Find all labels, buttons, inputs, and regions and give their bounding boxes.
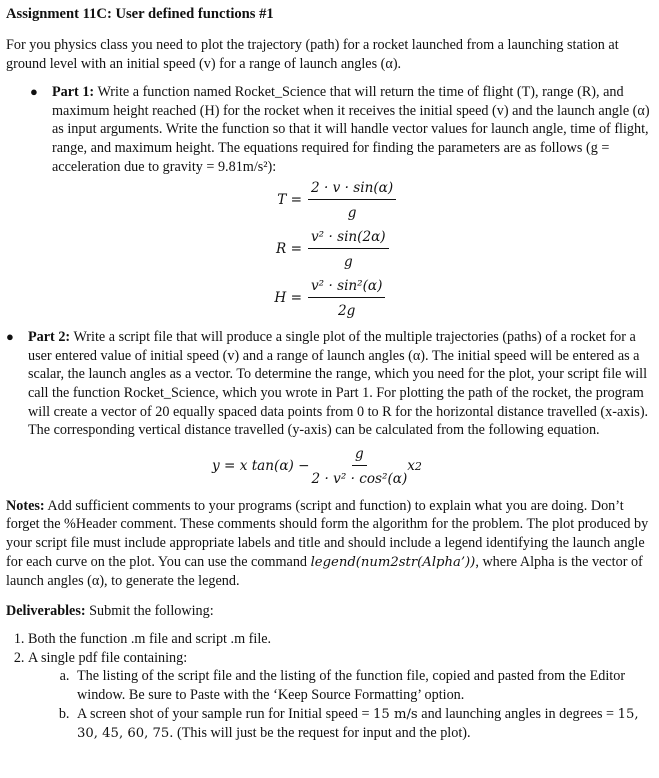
equation-tail-exponent: 2 xyxy=(414,459,422,473)
sample-run-text-end: (This will just be the request for input and the plot). xyxy=(177,725,471,742)
equation-denominator: 2g xyxy=(338,303,356,320)
legend-command: legend(num2str(Alpha’)) xyxy=(310,554,476,570)
intro-paragraph: For you physics class you need to plot the trajectory (path) for a rocket launched from a launching station at ground level with an initial speed (v) for a range of launch angles (α). xyxy=(6,37,619,72)
part2-paragraph xyxy=(28,328,656,440)
equation-trajectory xyxy=(6,446,656,487)
list-item-text: Both the function .m file and script .m file. xyxy=(28,631,272,648)
deliverables-heading xyxy=(6,602,656,621)
notes-paragraph xyxy=(6,497,656,591)
equation-lhs: y = x tan(α) − xyxy=(212,457,310,474)
equation-lhs: H = xyxy=(274,290,302,307)
sample-run-text: A screen shot of your sample run for Initial speed = xyxy=(77,705,370,722)
launch-angles-value: 15, 30, 45, 60, 75. xyxy=(77,706,639,742)
equation-range xyxy=(52,229,656,270)
equation-fraction xyxy=(308,229,389,270)
equation-numerator: v² · sin²(α) xyxy=(308,278,385,298)
deliverables-label: Deliverables: xyxy=(6,602,86,619)
equation-fraction xyxy=(308,278,385,319)
bullet-icon: ● xyxy=(30,84,38,100)
bullet-icon: ● xyxy=(6,329,14,345)
part2-text: Write a script file that will produce a single plot of the multiple trajectories (paths) of a rocket for a user entered value of initial speed (v) and a range of launch angles (α). The initial speed will be entered as a scalar, the launch angles as a vector. To determine the range, which you need for the plot, your script file will call the function Rocket_Science, which you wrote in Part 1. For plotting the path of the rocket, the program will create a vector of 20 equally spaced data points from 0 to R for the horizontal distance travelled (x-axis). The corresponding vertical distance travelled (y-axis) can be calculated from the following equation. xyxy=(28,329,649,439)
list-item-text: A single pdf file containing: xyxy=(28,649,188,666)
document-page xyxy=(6,5,656,744)
equation-max-height xyxy=(52,278,656,319)
initial-speed-value: 15 m/s xyxy=(373,706,418,722)
part1-text: Write a function named Rocket_Science that will return the time of flight (T), range (R), and maximum height reached (H) for the rocket when it receives the initial speed (v) and the launch angle (α) as input arguments. Write the function so that it will handle vector values for launch angle, time of flight, range, and maximum height. The equations required for finding the parameters are as follows (g = acceleration due to gravity = 9.81m/s²): xyxy=(52,84,650,175)
part1-bullet xyxy=(6,83,656,319)
equation-fraction xyxy=(312,446,408,487)
sub-list xyxy=(28,667,656,743)
sub-list-item-text: The listing of the script file and the listing of the function file, copied and pasted from the Editor window. Be sure to Paste with the ‘Keep Source Formatting’ option. xyxy=(77,668,626,704)
equation-numerator: 2 · v · sin(α) xyxy=(308,180,396,200)
sample-run-text-mid: and launching angles in degrees = xyxy=(421,705,615,722)
notes-text-end: , where Alpha is the vector of launch angles (α), to generate the legend. xyxy=(6,553,643,590)
equation-tail: x xyxy=(407,457,415,474)
equation-numerator: g xyxy=(352,446,367,466)
equation-time-of-flight xyxy=(52,180,656,221)
notes-text: Add sufficient comments to your programs (script and function) to explain what you are doing. Don’t forget the %Header comment. These comments should form the algorithm for the problem. The plot produced by your script file must include appropriate labels and title and should include a legend identifying the launch angle for each curve on the plot. You can use the command xyxy=(6,497,649,570)
equation-denominator: g xyxy=(343,254,353,271)
equation-lhs: T = xyxy=(277,192,302,209)
deliverables-list xyxy=(6,630,656,744)
part2-label: Part 2: xyxy=(28,329,71,346)
part2-bullet xyxy=(6,328,656,440)
equation-numerator: v² · sin(2α) xyxy=(308,229,389,249)
part1-label: Part 1: xyxy=(52,84,95,101)
equation-fraction xyxy=(308,180,396,221)
part1-paragraph xyxy=(52,83,656,176)
sub-list-item xyxy=(73,667,656,704)
list-item xyxy=(28,649,656,744)
sub-list-item xyxy=(73,705,656,744)
assignment-title: Assignment 11C: User defined functions #1 xyxy=(6,6,274,22)
notes-label: Notes: xyxy=(6,497,45,514)
equation-lhs: R = xyxy=(276,241,302,258)
list-item xyxy=(28,630,656,649)
equation-denominator: g xyxy=(347,205,357,222)
deliverables-text: Submit the following: xyxy=(89,602,214,619)
equation-denominator: 2 · v² · cos²(α) xyxy=(311,470,408,487)
part1-equations xyxy=(52,180,656,319)
